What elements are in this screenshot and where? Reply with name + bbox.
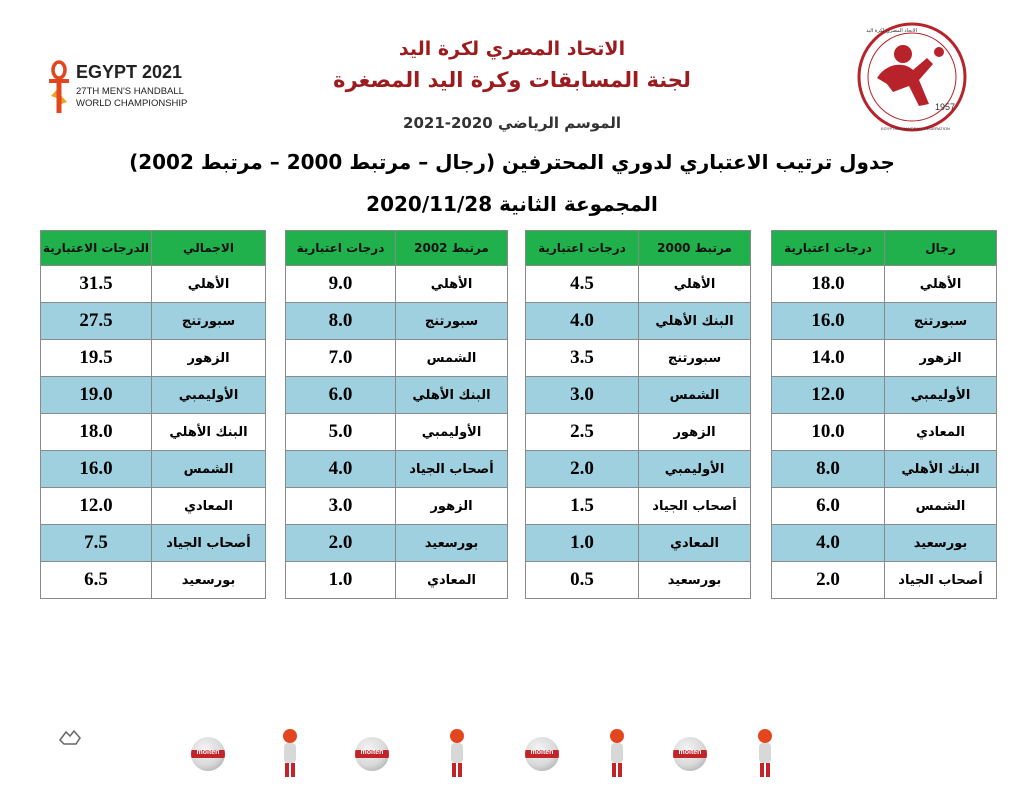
points-value: 4.0 [526, 303, 639, 340]
table-row [526, 562, 751, 599]
team-name: الشمس [152, 451, 266, 488]
points-value: 4.5 [526, 266, 639, 303]
mascot-icon [277, 726, 303, 780]
table-row [41, 525, 266, 562]
table-row [286, 525, 508, 562]
points-value: 10.0 [772, 414, 885, 451]
points-value: 18.0 [772, 266, 885, 303]
table-row [41, 451, 266, 488]
ball-brand: molten [530, 749, 554, 756]
total-standings-table [40, 230, 266, 599]
ball-brand: molten [678, 749, 702, 756]
points-value: 5.0 [286, 414, 396, 451]
table-row [41, 266, 266, 303]
table-row [772, 303, 997, 340]
table-row [286, 266, 508, 303]
points-value: 6.5 [41, 562, 152, 599]
team-name: سبورتنج [396, 303, 508, 340]
table-row [526, 414, 751, 451]
team-name: البنك الأهلي [396, 377, 508, 414]
team-name: بورسعيد [639, 562, 751, 599]
points-value: 1.5 [526, 488, 639, 525]
table-row [286, 488, 508, 525]
handball-icon [191, 737, 225, 771]
team-name: البنك الأهلي [885, 451, 997, 488]
table-row [772, 451, 997, 488]
table-row [41, 377, 266, 414]
points-value: 2.0 [286, 525, 396, 562]
points-value: 16.0 [772, 303, 885, 340]
column-header: الدرجات الاعتبارية [41, 231, 152, 266]
points-value: 12.0 [41, 488, 152, 525]
table-row [526, 303, 751, 340]
federation-logo-arabic: الاتحاد المصري لكرة اليد [866, 28, 917, 34]
table-row [41, 414, 266, 451]
table-row [772, 340, 997, 377]
team-name: المعادي [885, 414, 997, 451]
handball-icon [525, 737, 559, 771]
table-row [772, 488, 997, 525]
team-name: المعادي [152, 488, 266, 525]
table-row [526, 525, 751, 562]
column-header: الاجمالي [152, 231, 266, 266]
handball-icon [673, 737, 707, 771]
team-name: بورسعيد [885, 525, 997, 562]
team-name: الأهلي [396, 266, 508, 303]
ball-brand: molten [360, 749, 384, 756]
team-name: الزهور [885, 340, 997, 377]
table-row [41, 488, 266, 525]
team-name: الشمس [639, 377, 751, 414]
federation-name: الاتحاد المصري لكرة اليد [398, 38, 626, 60]
team-name: الأوليمبي [152, 377, 266, 414]
egypt-logo-title: EGYPT 2021 [76, 62, 183, 82]
column-header: درجات اعتبارية [772, 231, 885, 266]
points-value: 0.5 [526, 562, 639, 599]
column-header: درجات اعتبارية [526, 231, 639, 266]
table-row [526, 377, 751, 414]
table-row [286, 451, 508, 488]
table-row [526, 488, 751, 525]
points-value: 2.5 [526, 414, 639, 451]
mascot-icon [752, 726, 778, 780]
points-value: 1.0 [526, 525, 639, 562]
table-row [41, 340, 266, 377]
federation-logo-year: 1957 [935, 102, 956, 112]
table-row [526, 340, 751, 377]
team-name: المعادي [639, 525, 751, 562]
points-value: 18.0 [41, 414, 152, 451]
team-name: الأوليمبي [639, 451, 751, 488]
points-value: 3.0 [526, 377, 639, 414]
team-name: أصحاب الجياد [639, 488, 751, 525]
table-row [41, 303, 266, 340]
table-row [526, 451, 751, 488]
points-value: 2.0 [526, 451, 639, 488]
team-name: البنك الأهلي [639, 303, 751, 340]
points-value: 6.0 [772, 488, 885, 525]
egypt-logo-line2: WORLD CHAMPIONSHIP [76, 98, 188, 109]
u2000-standings-table [525, 230, 751, 599]
u2002-standings-table [285, 230, 508, 599]
team-name: الأهلي [885, 266, 997, 303]
team-name: الشمس [396, 340, 508, 377]
team-name: بورسعيد [396, 525, 508, 562]
handball-icon [355, 737, 389, 771]
ball-brand: molten [196, 749, 220, 756]
column-header: مرتبط 2000 [639, 231, 751, 266]
table-row [772, 414, 997, 451]
team-name: أصحاب الجياد [396, 451, 508, 488]
team-name: أصحاب الجياد [152, 525, 266, 562]
table-row [286, 414, 508, 451]
team-name: المعادي [396, 562, 508, 599]
team-name: سبورتنج [152, 303, 266, 340]
points-value: 2.0 [772, 562, 885, 599]
points-value: 7.5 [41, 525, 152, 562]
table-row [772, 266, 997, 303]
team-name: الأهلي [152, 266, 266, 303]
team-name: الأهلي [639, 266, 751, 303]
team-name: الزهور [152, 340, 266, 377]
hands-icon [58, 728, 82, 746]
table-row [286, 562, 508, 599]
points-value: 8.0 [286, 303, 396, 340]
table-row [772, 562, 997, 599]
committee-name: لجنة المسابقات وكرة اليد المصغرة [333, 68, 691, 92]
points-value: 3.0 [286, 488, 396, 525]
egypt-logo-line1: 27TH MEN'S HANDBALL [76, 86, 184, 97]
table-row [772, 377, 997, 414]
table-row [286, 340, 508, 377]
points-value: 7.0 [286, 340, 396, 377]
team-name: الأوليمبي [885, 377, 997, 414]
team-name: البنك الأهلي [152, 414, 266, 451]
points-value: 8.0 [772, 451, 885, 488]
points-value: 1.0 [286, 562, 396, 599]
team-name: الأوليمبي [396, 414, 508, 451]
table-row [526, 266, 751, 303]
team-name: سبورتنج [885, 303, 997, 340]
men-standings-table [771, 230, 997, 599]
team-name: بورسعيد [152, 562, 266, 599]
points-value: 27.5 [41, 303, 152, 340]
table-row [286, 303, 508, 340]
table-row [286, 377, 508, 414]
team-name: الزهور [396, 488, 508, 525]
group-title: المجموعة الثانية 2020/11/28 [366, 192, 658, 216]
mascot-icon [604, 726, 630, 780]
page-title: جدول ترتيب الاعتباري لدوري المحترفين (رجال – مرتبط 2000 – مرتبط 2002) [129, 150, 895, 174]
team-name: الزهور [639, 414, 751, 451]
points-value: 4.0 [772, 525, 885, 562]
points-value: 31.5 [41, 266, 152, 303]
table-row [41, 562, 266, 599]
points-value: 6.0 [286, 377, 396, 414]
points-value: 4.0 [286, 451, 396, 488]
table-row [772, 525, 997, 562]
points-value: 12.0 [772, 377, 885, 414]
points-value: 16.0 [41, 451, 152, 488]
column-header: مرتبط 2002 [396, 231, 508, 266]
points-value: 19.0 [41, 377, 152, 414]
points-value: 14.0 [772, 340, 885, 377]
season-label: الموسم الرياضي 2020-2021 [403, 114, 621, 132]
points-value: 3.5 [526, 340, 639, 377]
team-name: أصحاب الجياد [885, 562, 997, 599]
mascot-icon [444, 726, 470, 780]
federation-logo-text: EGYPTIAN HANDBALL FEDERATION [881, 126, 950, 131]
points-value: 19.5 [41, 340, 152, 377]
team-name: سبورتنج [639, 340, 751, 377]
column-header: رجال [885, 231, 997, 266]
team-name: الشمس [885, 488, 997, 525]
column-header: درجات اعتبارية [286, 231, 396, 266]
points-value: 9.0 [286, 266, 396, 303]
